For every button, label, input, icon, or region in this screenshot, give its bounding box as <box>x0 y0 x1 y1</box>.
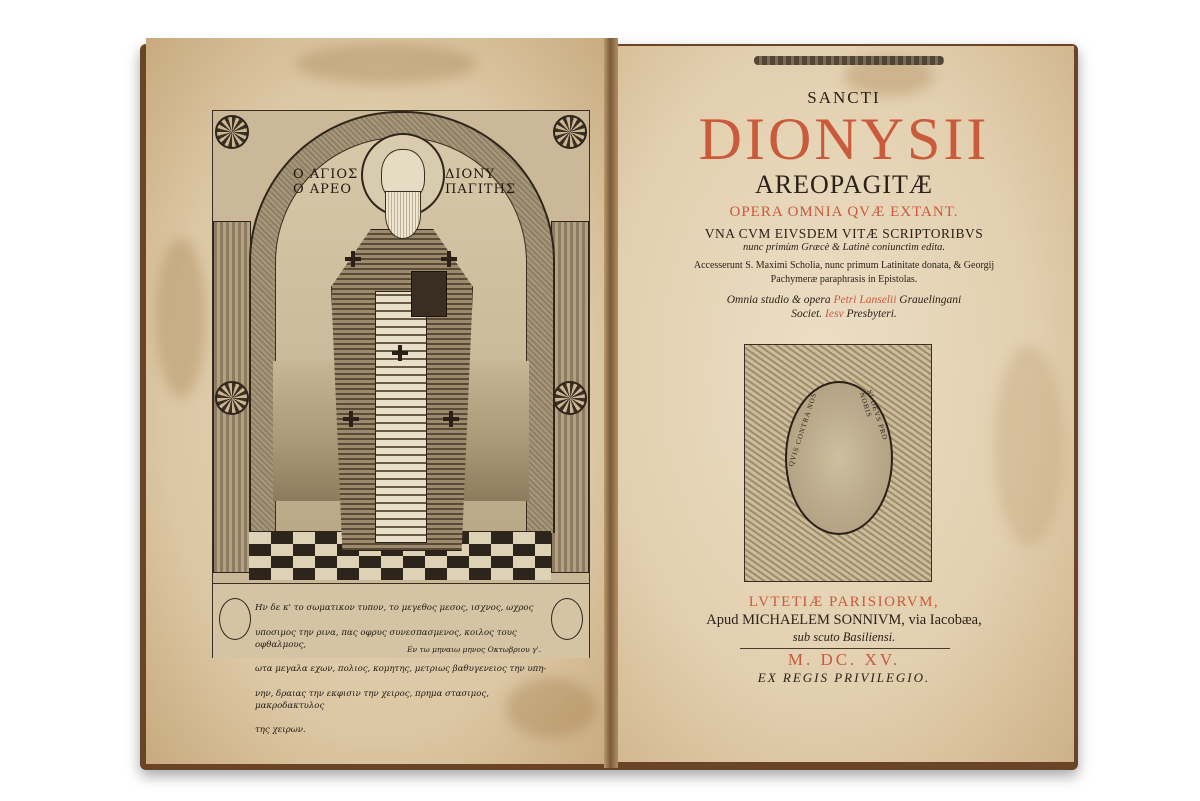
printers-device <box>744 344 932 582</box>
divider <box>740 648 950 649</box>
cross-icon <box>443 411 459 427</box>
title-nunc-primum: nunc primùm Græcè & Latinè coniunctìm edita. <box>742 242 946 253</box>
editor-name: Petri Lanselii <box>833 294 897 306</box>
title-society-line: Societ. Iesv Presbyteri. <box>791 308 897 320</box>
cross-icon <box>392 345 408 361</box>
emblem-motto-left: QVIS CONTRA NOS <box>787 391 819 468</box>
rosette-ornament <box>215 381 249 415</box>
caption-line: νην, δραιας την εκφισιν την χειρος, πρημα στασιμος, μακροδακτυλος <box>255 688 489 711</box>
saint-name-line: ΠΑΓΙΤΗΣ <box>445 182 517 197</box>
open-book <box>138 38 1080 772</box>
held-book <box>411 271 447 317</box>
saint-name-line: Ο ΑΡΕΟ <box>293 182 353 197</box>
caption-ornament <box>219 598 251 640</box>
rosette-ornament <box>215 115 249 149</box>
caption-line: υποσιμος την ρινα, πας οφρυς συνεσπασμενος, κοιλος τους οφθαλμους, <box>255 627 517 650</box>
imprint-privilege: EX REGIS PRIVILEGIO. <box>757 670 931 685</box>
rosette-ornament <box>553 381 587 415</box>
imprint-year: M. DC. XV. <box>787 650 901 669</box>
saint-name-left <box>293 167 358 197</box>
title-areopagitae: AREOPAGITÆ <box>754 170 934 199</box>
caption-text <box>255 590 547 749</box>
title-dionysii: DIONYSII <box>698 106 990 172</box>
society-name: Iesv <box>825 308 844 320</box>
frontispiece-page <box>146 38 613 764</box>
title-sancti: SANCTI <box>807 88 881 107</box>
book-gutter <box>604 38 618 768</box>
saint-name-right <box>445 167 516 197</box>
caption-line: της χειρων. <box>255 725 306 736</box>
saint-name-line: Ο ΑΓΙΟΣ <box>293 167 359 182</box>
imprint-city: LVTETIÆ PARISIORVM, <box>748 594 940 610</box>
cross-icon <box>343 411 359 427</box>
rosette-ornament <box>553 115 587 149</box>
engraving-plate <box>212 110 590 736</box>
title-vna-cvm: VNA CVM EIVSDEM VITÆ SCRIPTORIBVS <box>704 226 984 241</box>
title-accesserunt: Accesserunt S. Maximi Scholia, nunc primum Latinitate donata, & Georgij <box>693 260 995 271</box>
caption-line: ωτα μεγαλα εχων, πολιος, κομητης, μετριως βαθυγενειος την υπη- <box>255 664 547 675</box>
imprint-sign: sub scuto Basiliensi. <box>792 630 896 644</box>
saint-stole <box>375 291 427 543</box>
saint-beard <box>385 191 421 239</box>
imprint-printer: Apud MICHAELEM SONNIVM, via Iacobæa, <box>706 612 982 628</box>
caption-line: Ην δε κ' το σωματικον τυπον, το μεγεθος μεσος, ισχνος, ωχρος <box>255 603 534 614</box>
saint-name-line: ΔΙΟΝΥ <box>445 167 496 182</box>
caption-source: Εν τω μηναιω μηνος Οκτωβριου γ'. <box>407 645 541 654</box>
title-page <box>614 46 1074 762</box>
title-editor-line: Omnia studio & opera Petri Lanselii Grauelingani <box>726 294 962 306</box>
cross-icon <box>441 251 457 267</box>
title-opera-omnia: OPERA OMNIA QVÆ EXTANT. <box>729 204 959 220</box>
title-pachymerae: Pachymeræ paraphrasis in Epistolas. <box>770 274 918 285</box>
caption-ornament <box>551 598 583 640</box>
engraving-caption <box>213 583 589 736</box>
emblem-motto-right: SI DEVS PRO NOBIS <box>857 389 890 442</box>
ownership-inscription <box>754 56 944 65</box>
cross-icon <box>345 251 361 267</box>
